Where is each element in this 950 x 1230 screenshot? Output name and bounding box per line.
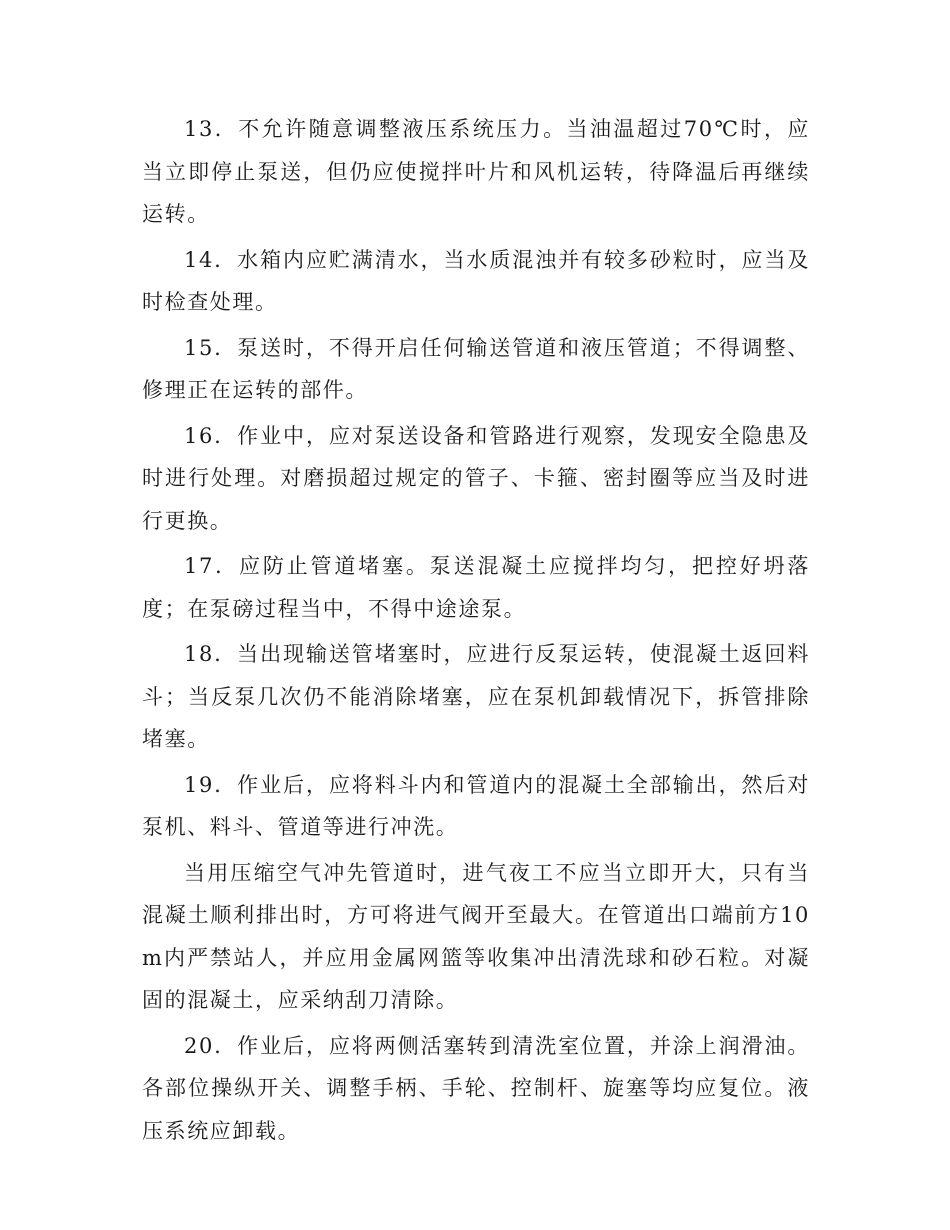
paragraph-14: 14．水箱内应贮满清水，当水质混浊并有较多砂粒时，应当及时检查处理。: [142, 247, 810, 314]
paragraph-15: 15．泵送时，不得开启任何输送管道和液压管道；不得调整、修理正在运转的部件。: [142, 335, 810, 402]
paragraph-18: 18．当出现输送管堵塞时，应进行反泵运转，使混凝土返回料斗；当反泵几次仍不能消除堵塞，应在泵机卸载情况下，拆管排除堵塞。: [142, 642, 810, 751]
paragraph-13: 13．不允许随意调整液压系统压力。当油温超过70℃时，应当立即停止泵送，但仍应使搅拌叶片和风机运转，待降温后再继续运转。: [142, 117, 810, 226]
paragraph-16: 16．作业中，应对泵送设备和管路进行观察，发现安全隐患及时进行处理。对磨损超过规定的管子、卡箍、密封圈等应当及时进行更换。: [142, 423, 810, 533]
paragraph-20: 20．作业后，应将两侧活塞转到清洗室位置，并涂上润滑油。各部位操纵开关、调整手柄、手轮、控制杆、旋塞等均应复位。液压系统应卸载。: [142, 1033, 810, 1143]
paragraph-19: 19．作业后，应将料斗内和管道内的混凝土全部输出，然后对泵机、料斗、管道等进行冲洗。: [142, 772, 810, 839]
paragraph-17: 17．应防止管道堵塞。泵送混凝土应搅拌均匀，把控好坍落度；在泵磅过程当中，不得中途途泵。: [142, 554, 810, 621]
document-body: [142, 108, 810, 1155]
paragraph-19-note: 当用压缩空气冲先管道时，进气夜工不应当立即开大，只有当混凝土顺利排出时，方可将进气阀开至最大。在管道出口端前方10m内严禁站人，并应用金属网篮等收集冲出清洗球和砂石粒。对凝固的混凝土，应采纳刮刀清除。: [142, 860, 810, 1012]
